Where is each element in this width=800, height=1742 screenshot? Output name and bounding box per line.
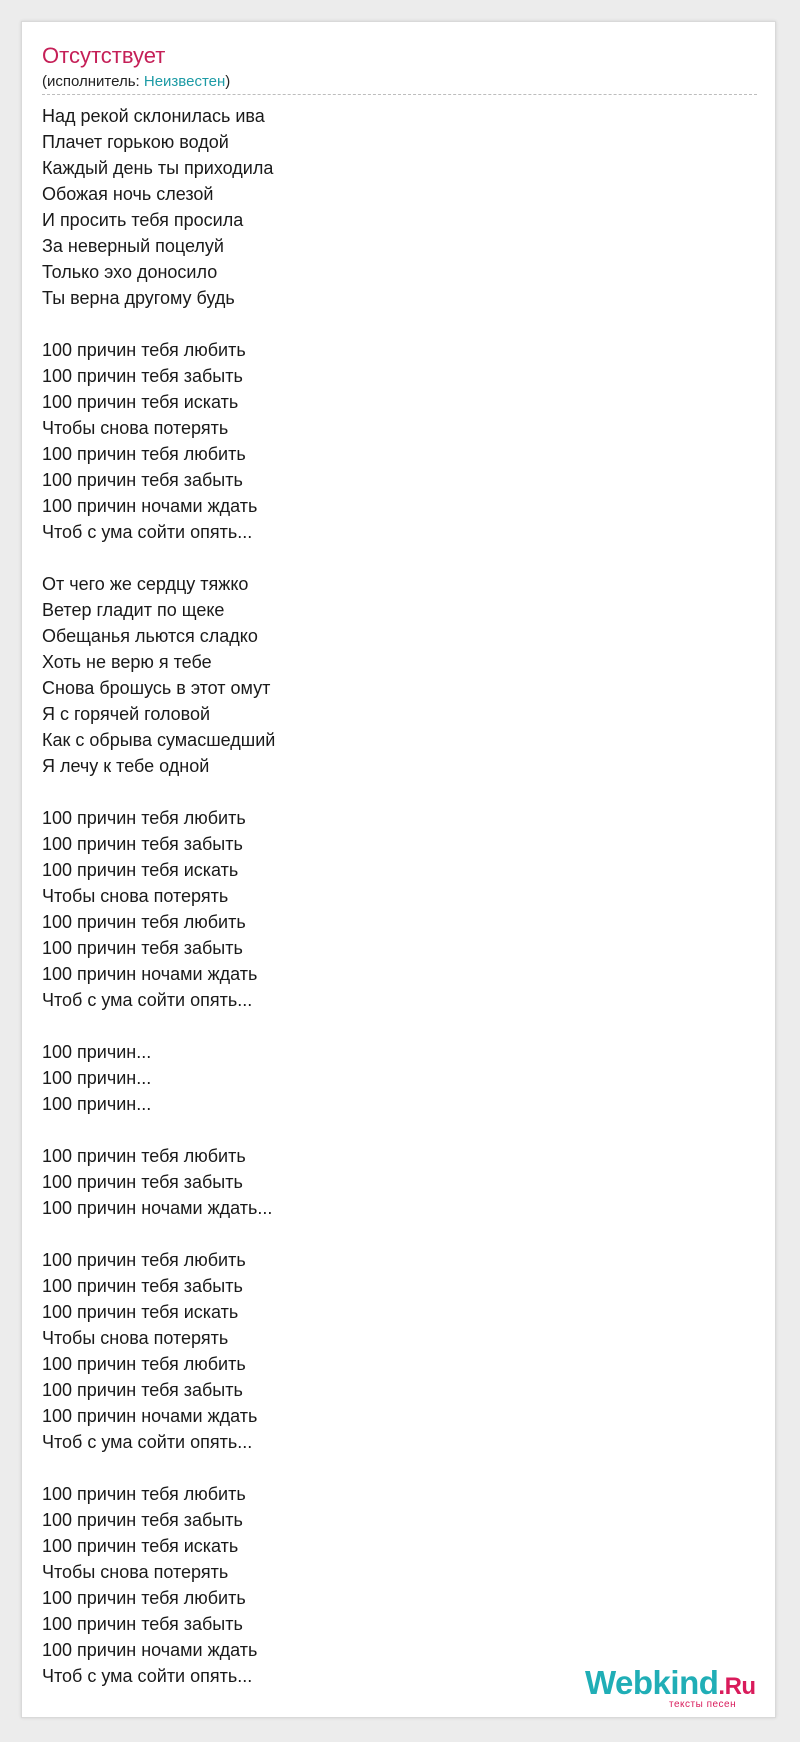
- logo-wordmark: [585, 1664, 756, 1702]
- lyric-line: 100 причин...: [42, 1068, 152, 1088]
- lyric-line: 100 причин тебя любить: [42, 1354, 246, 1374]
- lyric-line: 100 причин тебя забыть: [42, 470, 243, 490]
- lyric-line: Чтобы снова потерять: [42, 886, 229, 906]
- lyric-line: Снова брошусь в этот омут: [42, 678, 271, 698]
- lyric-line: 100 причин тебя любить: [42, 1146, 246, 1166]
- lyric-line: Над рекой склонилась ива: [42, 106, 265, 126]
- lyrics-card: [21, 21, 776, 1718]
- stanza: [42, 337, 742, 545]
- lyric-line: 100 причин ночами ждать: [42, 1640, 258, 1660]
- lyric-line: Плачет горькою водой: [42, 132, 229, 152]
- lyric-line: Как с обрыва сумасшедший: [42, 730, 276, 750]
- lyric-line: 100 причин ночами ждать: [42, 1406, 258, 1426]
- lyric-line: 100 причин...: [42, 1094, 152, 1114]
- artist-prefix: (исполнитель:: [42, 73, 144, 90]
- lyric-line: Чтоб с ума сойти опять...: [42, 990, 253, 1010]
- lyrics-text: [42, 103, 742, 1715]
- lyric-line: Ты верна другому будь: [42, 288, 235, 308]
- artist-line: [42, 73, 230, 90]
- stanza: [42, 571, 742, 779]
- lyric-line: 100 причин тебя любить: [42, 340, 246, 360]
- lyric-line: Чтоб с ума сойти опять...: [42, 522, 253, 542]
- lyric-line: Ветер гладит по щеке: [42, 600, 225, 620]
- lyric-line: 100 причин тебя искать: [42, 392, 239, 412]
- lyric-line: 100 причин тебя любить: [42, 912, 246, 932]
- lyric-line: 100 причин ночами ждать: [42, 964, 258, 984]
- lyric-line: 100 причин ночами ждать: [42, 496, 258, 516]
- title-divider: [42, 94, 757, 95]
- lyric-line: 100 причин тебя забыть: [42, 1276, 243, 1296]
- lyric-line: Чтобы снова потерять: [42, 1562, 229, 1582]
- lyric-line: Я лечу к тебе одной: [42, 756, 210, 776]
- site-logo[interactable]: [585, 1664, 761, 1708]
- lyric-line: 100 причин тебя забыть: [42, 1172, 243, 1192]
- lyric-line: 100 причин тебя забыть: [42, 1614, 243, 1634]
- lyric-line: 100 причин тебя забыть: [42, 1510, 243, 1530]
- lyric-line: 100 причин тебя любить: [42, 1250, 246, 1270]
- lyric-line: 100 причин тебя искать: [42, 1536, 239, 1556]
- logo-tagline: тексты песен: [669, 1699, 737, 1710]
- artist-suffix: ): [225, 73, 231, 90]
- lyric-line: 100 причин...: [42, 1042, 152, 1062]
- lyric-line: Я с горячей головой: [42, 704, 211, 724]
- lyric-line: От чего же сердцу тяжко: [42, 574, 249, 594]
- lyric-line: 100 причин тебя любить: [42, 444, 246, 464]
- lyric-line: И просить тебя просила: [42, 210, 244, 230]
- lyric-line: 100 причин тебя забыть: [42, 834, 243, 854]
- lyric-line: Чтобы снова потерять: [42, 418, 229, 438]
- stanza: [42, 1143, 742, 1221]
- stanza: [42, 1481, 742, 1689]
- lyric-line: 100 причин ночами ждать...: [42, 1198, 273, 1218]
- stanza: [42, 1039, 742, 1117]
- lyric-line: 100 причин тебя искать: [42, 860, 239, 880]
- lyric-line: 100 причин тебя забыть: [42, 1380, 243, 1400]
- lyric-line: 100 причин тебя забыть: [42, 366, 243, 386]
- logo-tld: .Ru: [718, 1673, 756, 1700]
- lyric-line: Чтоб с ума сойти опять...: [42, 1432, 253, 1452]
- lyric-line: Каждый день ты приходила: [42, 158, 274, 178]
- lyric-line: Только эхо доносило: [42, 262, 218, 282]
- lyric-line: 100 причин тебя забыть: [42, 938, 243, 958]
- lyric-line: Чтобы снова потерять: [42, 1328, 229, 1348]
- artist-link[interactable]: Неизвестен: [143, 73, 226, 90]
- stanza: [42, 103, 742, 311]
- song-title: Отсутствует: [42, 43, 166, 68]
- lyric-line: 100 причин тебя любить: [42, 1484, 246, 1504]
- lyric-line: 100 причин тебя любить: [42, 1588, 246, 1608]
- lyric-line: За неверный поцелуй: [42, 236, 224, 256]
- lyric-line: 100 причин тебя любить: [42, 808, 246, 828]
- lyric-line: 100 причин тебя искать: [42, 1302, 239, 1322]
- lyric-line: Обожая ночь слезой: [42, 184, 214, 204]
- stanza: [42, 805, 742, 1013]
- lyric-line: Обещанья льются сладко: [42, 626, 258, 646]
- logo-name: Webkind: [585, 1664, 719, 1701]
- lyric-line: Хоть не верю я тебе: [42, 652, 212, 672]
- stanza: [42, 1247, 742, 1455]
- lyric-line: Чтоб с ума сойти опять...: [42, 1666, 253, 1686]
